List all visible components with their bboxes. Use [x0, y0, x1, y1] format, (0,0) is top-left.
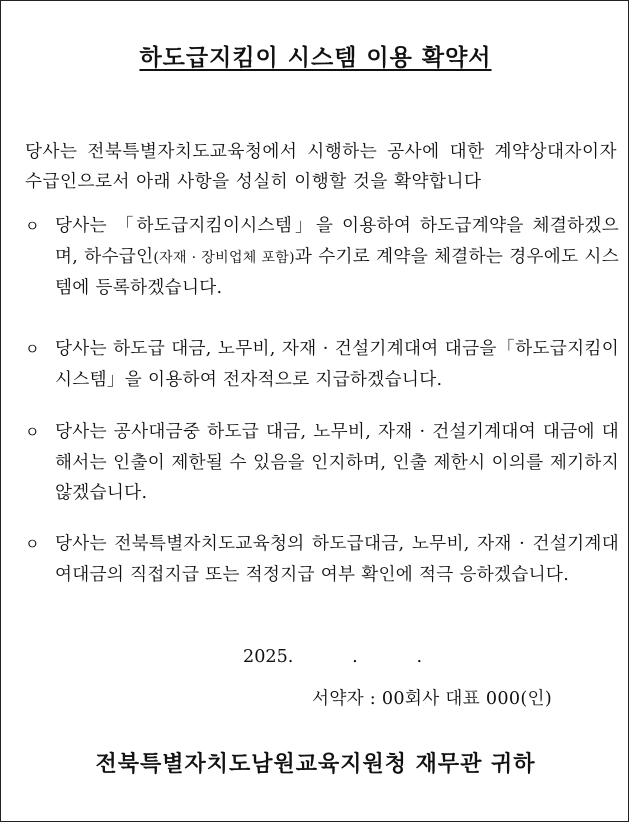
bullet-circle-icon: ㅇ — [25, 340, 40, 358]
list-item-text: 당사는 전북특별자치도교육청의 하도급대금, 노무비, 자재 · 건설기계대여대금의 직접지급 또는 적정지급 여부 확인에 적극 응하겠습니다. — [55, 534, 619, 585]
bullet-circle-icon: ㅇ — [25, 423, 40, 441]
list-item — [25, 529, 619, 590]
list-item-text-note: (자재 · 장비업체 포함) — [153, 249, 295, 266]
list-item — [25, 211, 619, 304]
list-item-text-main: 당사는 「하도급지킴이시스템」을 이용하여 하도급계약을 체결하겠으며, 하수급인 — [55, 216, 619, 267]
list-item-text — [55, 211, 619, 304]
list-item-text: 당사는 공사대금중 하도급 대금, 노무비, 자재 · 건설기계대여 대금에 대해서는 인출이 제한될 수 있음을 인지하며, 인출 제한시 이의를 제기하지 않겠습니다. — [55, 422, 619, 503]
bullet-circle-icon: ㅇ — [25, 535, 40, 553]
list-item-text-tail: 과 수기로 계약을 체결하는 경우에도 시스템에 등록하겠습니다. — [55, 246, 619, 298]
signer-line: 서약자 : 00회사 대표 000(인) — [312, 689, 552, 709]
document-title-text: 하도급지킴이 시스템 이용 확약서 — [139, 45, 492, 71]
list-item — [25, 334, 619, 395]
date-line: 2025. . . — [243, 647, 423, 667]
list-item — [25, 417, 619, 509]
document-title — [1, 41, 629, 75]
recipient-line: 전북특별자치도남원교육지원청 재무관 귀하 — [95, 751, 536, 777]
bullet-circle-icon: ㅇ — [25, 217, 40, 235]
intro-paragraph: 당사는 전북특별자치도교육청에서 시행하는 공사에 대한 계약상대자이자 수급인으로서 아래 사항을 성실히 이행할 것을 확약합니다 — [25, 142, 617, 192]
list-item-text: 당사는 하도급 대금, 노무비, 자재 · 건설기계대여 대금을「하도급지킴이시스템」을 이용하여 전자적으로 지급하겠습니다. — [55, 339, 619, 390]
